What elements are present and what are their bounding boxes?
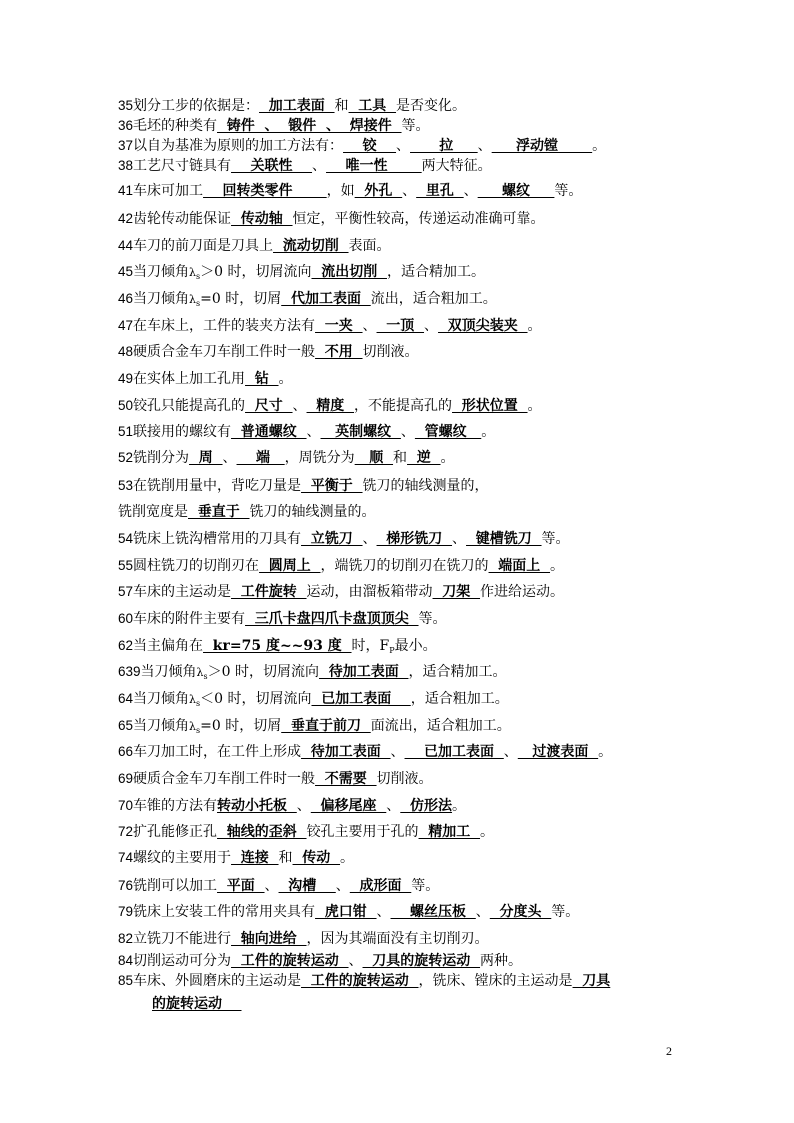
question-number: 66 [118, 744, 134, 759]
answer-blank: 尺寸 [245, 398, 293, 414]
answer-blank: 分度头 [489, 904, 552, 920]
question-number: 76 [118, 878, 134, 893]
question-text: 铰孔主要用于孔的 [306, 824, 419, 840]
question-line [118, 421, 495, 441]
answer-blank: 顺 [354, 450, 394, 466]
question-text: 、 [296, 798, 311, 814]
question-number: 79 [118, 904, 134, 919]
question-text: ，适合精加工。 [408, 664, 507, 680]
question-text: 圆柱铣刀的切削刃在 [133, 558, 260, 574]
subscript: s [196, 272, 201, 281]
question-text: 、 [264, 878, 279, 894]
question-line [118, 235, 391, 255]
answer-blank: kr=75 度~~93 度 [203, 638, 352, 654]
question-text: 在铣削用量中，背吃刀量是 [133, 478, 302, 494]
question-text: 、 [376, 904, 391, 920]
question-text: ，适合精加工。 [386, 264, 485, 280]
answer-blank: 英制螺纹 [320, 424, 401, 440]
answer-blank: 铰 [343, 138, 397, 154]
answer-blank: 刀具 [572, 973, 611, 989]
question-text: ＞0 时，切屑流向 [200, 264, 312, 280]
answer-blank: 一顶 [376, 318, 425, 334]
question-text: ，铣床、镗床的主运动是 [418, 973, 573, 989]
question-text: 最小。 [394, 638, 437, 654]
question-line [118, 208, 545, 228]
subscript: s [196, 699, 201, 708]
answer-blank: 平面 [217, 878, 265, 894]
question-text: 切削运动可分为 [133, 953, 232, 969]
question-text: ，端铣刀的切削刃在铣刀的 [320, 558, 489, 574]
question-text: 车床、外圆磨床的主运动是 [133, 973, 302, 989]
question-line [118, 688, 509, 708]
question-line [118, 475, 489, 495]
answer-blank: 偏移尾座 [310, 798, 387, 814]
subscript: s [196, 299, 201, 308]
answer-blank: 代加工表面 [281, 291, 371, 307]
question-text: 、 [400, 424, 415, 440]
question-line [118, 180, 582, 200]
answer-blank: 拉 [410, 138, 478, 154]
question-text: ，周铣分为 [284, 450, 355, 466]
question-line [118, 847, 354, 867]
answer-blank: 流出切削 [311, 264, 387, 280]
answer-blank: 不用 [315, 344, 363, 360]
answer-blank: 回转类零件 [203, 183, 327, 199]
question-line [118, 95, 466, 115]
question-text: 车床的附件主要有 [133, 611, 246, 627]
question-line [118, 993, 242, 1013]
question-text: 恒定，平衡性较高，传递运动准确可靠。 [292, 211, 545, 227]
question-text: 切削液。 [362, 344, 419, 360]
question-text: 齿轮传动能保证 [133, 211, 232, 227]
question-text: 联接用的螺纹有 [133, 424, 232, 440]
answer-blank: 流动切削 [273, 238, 349, 254]
question-text: 车刀的前刀面是刀具上 [133, 238, 274, 254]
question-text: 、 [386, 798, 401, 814]
question-text: 是否变化。 [396, 98, 467, 114]
question-number: 38 [118, 158, 134, 173]
question-line [118, 315, 542, 335]
question-text: 表面。 [348, 238, 391, 254]
question-number: 85 [118, 973, 134, 988]
question-number: 36 [118, 118, 134, 133]
answer-blank: 传动 [292, 850, 341, 866]
question-text: 两种。 [480, 953, 523, 969]
question-number: 74 [118, 850, 134, 865]
question-text: 铣削可以加工 [133, 878, 218, 894]
answer-blank: 垂直于 [188, 504, 250, 520]
answer-blank: 不需要 [315, 771, 377, 787]
question-text: 螺纹的主要用于 [133, 850, 232, 866]
answer-blank: 工件旋转 [231, 584, 307, 600]
question-text: 车锥的方法有 [133, 798, 218, 814]
question-text: 。 [550, 558, 565, 574]
question-number: 69 [118, 771, 134, 786]
question-text: 、 [362, 318, 377, 334]
question-line [118, 875, 439, 895]
question-number: 64 [118, 691, 134, 706]
subscript: s [196, 726, 201, 735]
question-line [118, 661, 506, 681]
answer-blank: 成形面 [349, 878, 412, 894]
answer-blank: 端 [236, 450, 285, 466]
question-number: 62 [118, 638, 134, 653]
question-text: 等。 [418, 611, 447, 627]
question-text: 。 [592, 138, 607, 154]
answer-blank: 精加工 [418, 824, 481, 840]
answer-blank: 里孔 [416, 183, 464, 199]
answer-blank: 传动轴 [231, 211, 293, 227]
question-text: 时，F [351, 638, 390, 654]
question-text: 。 [527, 398, 542, 414]
answer-blank: 形状位置 [452, 398, 528, 414]
answer-blank: 三爪卡盘四爪卡盘顶顶尖 [245, 611, 419, 627]
question-text: 两大特征。 [421, 158, 492, 174]
question-text: 、 [222, 450, 237, 466]
question-text: ，适合粗加工。 [410, 691, 509, 707]
question-text: 等。 [411, 878, 440, 894]
question-line [118, 395, 542, 415]
question-number: 41 [118, 183, 134, 198]
lambda-symbol: λ [196, 666, 204, 679]
question-text: 等。 [554, 183, 583, 199]
question-number: 65 [118, 718, 134, 733]
question-line [118, 115, 430, 135]
question-text: 铰孔只能提高孔的 [133, 398, 246, 414]
question-text: 。 [527, 318, 542, 334]
question-text: 、 [452, 531, 467, 547]
question-text: =0 时，切屑 [200, 291, 282, 307]
question-text: 、 [463, 183, 478, 199]
lambda-symbol: λ [189, 693, 197, 706]
question-text: 当主偏角在 [133, 638, 204, 654]
question-line [118, 288, 497, 308]
answer-blank: 双顶尖装夹 [438, 318, 528, 334]
question-number: 53 [118, 478, 134, 493]
question-text: 。 [452, 798, 467, 814]
answer-blank: 轴向进给 [231, 931, 307, 947]
question-text: 和 [334, 98, 349, 114]
question-text: 。 [340, 850, 355, 866]
answer-blank: 轴线的歪斜 [217, 824, 307, 840]
question-text: 等。 [401, 118, 430, 134]
answer-blank: 关联性 [231, 158, 313, 174]
answer-blank: 周 [189, 450, 223, 466]
answer-blank: 铸件 、 锻件 、 焊接件 [217, 118, 402, 134]
question-text: 车床可加工 [133, 183, 204, 199]
answer-blank: 一夹 [315, 318, 363, 334]
question-text: 运动，由溜板箱带动 [306, 584, 433, 600]
question-text: 在车床上，工件的装夹方法有 [133, 318, 316, 334]
question-text: 扩孔能修正孔 [133, 824, 218, 840]
question-text: ，不能提高孔的 [354, 398, 453, 414]
question-number: 54 [118, 531, 134, 546]
question-text: 、 [390, 744, 405, 760]
question-line [118, 970, 610, 990]
question-text: 毛坯的种类有 [133, 118, 218, 134]
question-number: 46 [118, 291, 134, 306]
question-line [118, 555, 564, 575]
question-text: 、 [396, 138, 411, 154]
question-number: 84 [118, 953, 134, 968]
question-text: 、 [348, 953, 363, 969]
question-number: 47 [118, 318, 134, 333]
question-text: 当刀倾角 [133, 264, 190, 280]
question-line [118, 261, 485, 281]
question-number: 51 [118, 424, 134, 439]
question-text: 立铣刀不能进行 [133, 931, 232, 947]
question-number: 57 [118, 584, 134, 599]
question-number: 52 [118, 450, 134, 465]
answer-blank: 工件的旋转运动 [301, 973, 419, 989]
question-number: 639 [118, 664, 141, 679]
question-number: 42 [118, 211, 134, 226]
answer-blank: 连接 [231, 850, 279, 866]
answer-blank: 待加工表面 [318, 664, 409, 680]
question-line [118, 501, 376, 521]
subscript: P [389, 646, 395, 655]
question-text: 车床的主运动是 [133, 584, 232, 600]
question-text: 铣削分为 [133, 450, 190, 466]
answer-blank: 螺丝压板 [390, 904, 476, 920]
answer-blank: 仿形法 [400, 798, 453, 814]
answer-blank: 唯一性 [326, 158, 422, 174]
question-line [118, 901, 579, 921]
question-text: ＞0 时，切屑流向 [207, 664, 319, 680]
question-text: 、 [306, 424, 321, 440]
question-text: 。 [481, 424, 496, 440]
question-line [118, 768, 433, 788]
question-line [118, 155, 492, 175]
question-text: 、 [312, 158, 327, 174]
question-text: 硬质合金车刀车削工件时一般 [133, 344, 316, 360]
question-text: 当刀倾角 [140, 664, 197, 680]
question-line [118, 528, 570, 548]
answer-blank: 端面上 [488, 558, 551, 574]
question-line [118, 795, 466, 815]
answer-blank: 外孔 [354, 183, 403, 199]
question-text: 以自为基准为原则的加工方法有： [133, 138, 344, 154]
question-text: 。 [440, 450, 455, 466]
question-line [118, 821, 494, 841]
answer-blank: 管螺纹 [414, 424, 482, 440]
question-text: 、 [503, 744, 518, 760]
question-text: 等。 [541, 531, 570, 547]
answer-blank: 平衡于 [301, 478, 363, 494]
question-line [118, 581, 564, 601]
question-line [118, 741, 612, 761]
answer-blank: 刀架 [432, 584, 481, 600]
question-number: 37 [118, 138, 134, 153]
question-text: 、 [292, 398, 307, 414]
answer-blank: 虎口钳 [315, 904, 377, 920]
question-text: 。 [278, 371, 293, 387]
question-text: 当刀倾角 [133, 691, 190, 707]
question-text: 、 [335, 878, 350, 894]
answer-blank: 圆周上 [259, 558, 321, 574]
question-number: 44 [118, 238, 134, 253]
answer-blank: 普通螺纹 [231, 424, 307, 440]
question-text: 。 [480, 824, 495, 840]
answer-blank: 逆 [407, 450, 441, 466]
answer-blank: 精度 [306, 398, 355, 414]
question-text: ＜0 时，切屑流向 [200, 691, 312, 707]
question-text: 、 [402, 183, 417, 199]
question-line [118, 928, 489, 948]
answer-blank: 螺纹 [477, 183, 555, 199]
subscript: s [203, 672, 208, 681]
question-line [118, 341, 419, 361]
answer-blank: 工件的旋转运动 [231, 953, 349, 969]
lambda-symbol: λ [189, 293, 197, 306]
page-number: 2 [666, 1044, 672, 1058]
question-number: 50 [118, 398, 134, 413]
question-text: 工艺尺寸链具有 [133, 158, 232, 174]
question-text: 、 [362, 531, 377, 547]
question-line [118, 608, 447, 628]
answer-blank: 转动小托板 [217, 798, 297, 814]
question-line [118, 447, 455, 467]
question-line [118, 635, 437, 655]
question-text: 划分工步的依据是： [133, 98, 260, 114]
question-text: 铣刀的轴线测量的， [362, 478, 489, 494]
question-number: 55 [118, 558, 134, 573]
question-text: =0 时，切屑 [200, 718, 282, 734]
question-text: ，因为其端面没有主切削刃。 [306, 931, 489, 947]
answer-blank: 工具 [348, 98, 397, 114]
question-text: 硬质合金车刀车削工件时一般 [133, 771, 316, 787]
question-line [118, 368, 293, 388]
question-text: 切削液。 [376, 771, 433, 787]
answer-blank: 浮动镗 [491, 138, 593, 154]
question-text: 车刀加工时，在工件上形成 [133, 744, 302, 760]
question-text: 铣床上铣沟槽常用的刀具有 [133, 531, 302, 547]
question-number: 60 [118, 611, 134, 626]
question-number: 49 [118, 371, 134, 386]
answer-blank: 键槽铣刀 [466, 531, 542, 547]
answer-blank: 垂直于前刀 [281, 718, 371, 734]
answer-blank: 已加工表面 [311, 691, 411, 707]
answer-blank: 过渡表面 [517, 744, 599, 760]
question-number: 72 [118, 824, 134, 839]
answer-blank: 的旋转运动 [152, 996, 242, 1012]
lambda-symbol: λ [189, 266, 197, 279]
lambda-symbol: λ [189, 720, 197, 733]
question-text: 当刀倾角 [133, 718, 190, 734]
question-number: 48 [118, 344, 134, 359]
answer-blank: 加工表面 [259, 98, 335, 114]
question-text: 面流出，适合粗加工。 [370, 718, 511, 734]
question-line [118, 950, 522, 970]
answer-blank: 已加工表面 [404, 744, 504, 760]
question-line [118, 715, 511, 735]
answer-blank: 刀具的旋转运动 [362, 953, 481, 969]
question-line [118, 135, 606, 155]
question-text: 、 [477, 138, 492, 154]
question-text: 流出，适合粗加工。 [370, 291, 497, 307]
answer-blank: 立铣刀 [301, 531, 363, 547]
question-text: 当刀倾角 [133, 291, 190, 307]
question-text: 、 [424, 318, 439, 334]
question-number: 35 [118, 98, 134, 113]
question-number: 82 [118, 931, 134, 946]
question-text: 、 [475, 904, 490, 920]
question-number: 70 [118, 798, 134, 813]
question-text: 铣床上安装工件的常用夹具有 [133, 904, 316, 920]
question-text: 等。 [551, 904, 580, 920]
question-text: 和 [393, 450, 408, 466]
question-text: 铣削宽度是 [118, 504, 188, 520]
question-text: 。 [598, 744, 613, 760]
answer-blank: 梯形铣刀 [376, 531, 453, 547]
answer-blank: 钻 [245, 371, 279, 387]
question-number: 45 [118, 264, 134, 279]
question-text: ，如 [326, 183, 355, 199]
question-text: 在实体上加工孔用 [133, 371, 246, 387]
question-text: 铣刀的轴线测量的。 [249, 504, 376, 520]
question-text: 作进给运动。 [480, 584, 565, 600]
question-text: 和 [278, 850, 293, 866]
answer-blank: 沟槽 [278, 878, 336, 894]
answer-blank: 待加工表面 [301, 744, 391, 760]
